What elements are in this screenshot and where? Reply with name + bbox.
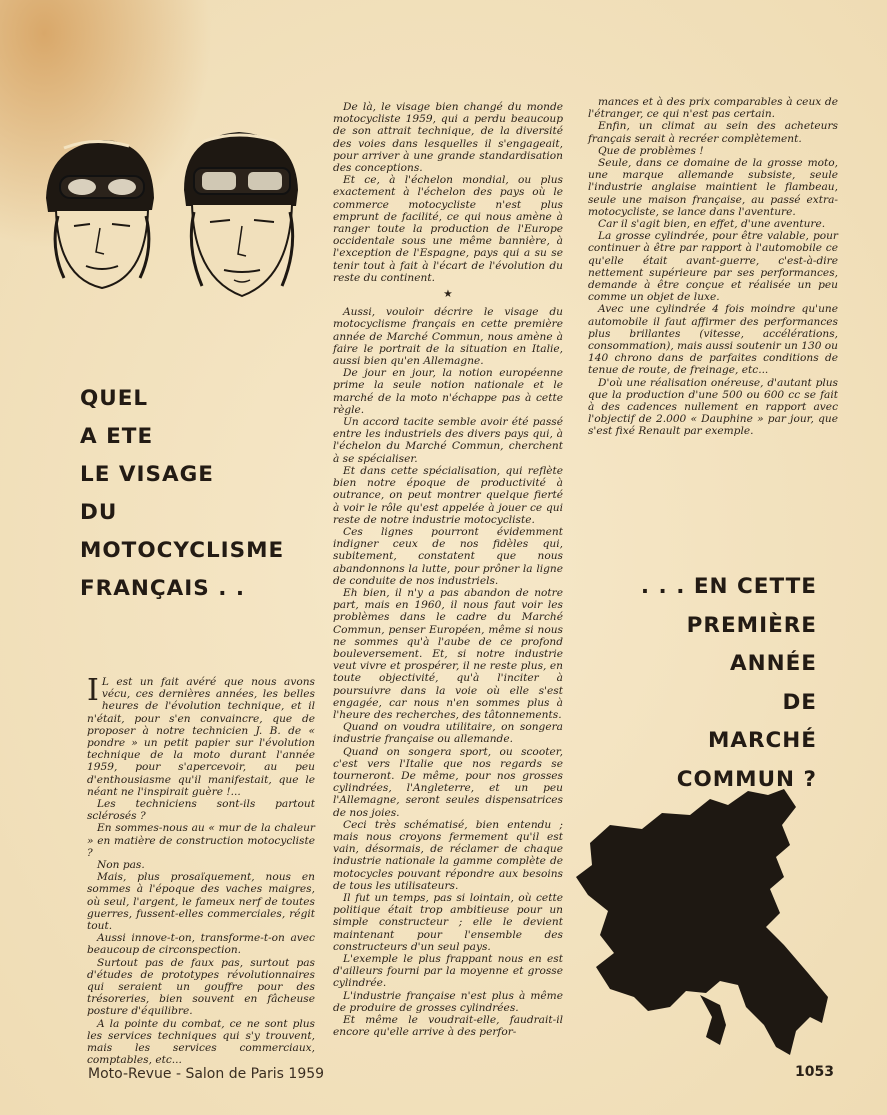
headline-left-line: DU bbox=[80, 500, 118, 525]
headline-right-line: ANNÉE bbox=[729, 651, 817, 676]
paragraph: Non pas. bbox=[97, 859, 145, 872]
headline-left bbox=[80, 380, 284, 608]
paragraph: Seule, dans ce domaine de la grosse moto, une marque allemande subsiste, seule l'industrie anglaise maintient le flambeau, seule une maison française, au passé extra-motocycliste, se lance dans l'aventure. bbox=[588, 157, 838, 218]
paragraph: Que de problèmes ! bbox=[598, 144, 704, 157]
headline-right-line: MARCHÉ bbox=[707, 728, 817, 753]
paragraph: Avec une cylindrée 4 fois moindre qu'une automobile il faut affirmer des performances plus brillantes (vitesse, accélérations, consommation), mais aussi soutenir un 130 ou 140 chrono dans de parfaites conditions de tenue de route, de freinage, etc... bbox=[588, 303, 838, 377]
headline-left-line: LE VISAGE bbox=[80, 462, 214, 487]
paragraph: Ceci très schématisé, bien entendu ; mais nous croyons fermement qu'il est vain, désormais, de réclamer de chaque industrie nationale la gamme complète de motocycles pouvant répondre aux besoins de tous les utilisateurs. bbox=[333, 818, 563, 892]
paragraph: Quand on voudra utilitaire, on songera industrie française ou allemande. bbox=[333, 721, 563, 746]
article-column-3 bbox=[588, 96, 838, 438]
paragraph: De jour en jour, la notion européenne prime la seule notion nationale et le marché de la moto n'échappe pas à cette règle. bbox=[333, 367, 563, 416]
paragraph: Eh bien, il n'y a pas abandon de notre part, mais en 1960, il nous faut voir les problèmes dans le cadre du Marché Commun, penser Européen, même si nous ne sommes qu'à l'aube de ce profond bouleversement. Et, si notre industrie veut vivre et prospérer, il ne reste plus, en toute objectivité, qu'à l'inciter à poursuivre dans la voie où elle s'est engagée, car nous n'en sommes plus à l'heure des recherches, des tâtonnements. bbox=[333, 586, 563, 721]
europe-map-silhouette bbox=[570, 785, 832, 1057]
paragraph: Mais, plus prosaïquement, nous en sommes à l'époque des vaches maigres, où seul, l'argent, le fameux nerf de toutes guerres, fussent-elles commerciales, régit tout. bbox=[87, 871, 315, 933]
paragraph: Et ce, à l'échelon mondial, ou plus exactement à l'échelon des pays où le commerce motocycliste n'est plus emprunt de facilité, ce qui nous amène à ranger toute la production de l'Europe occidentale sous une même bannière, à l'exception de l'Espagne, pays qui a su se tenir tout à fait à l'écart de l'évolution du reste du continent. bbox=[333, 174, 563, 284]
headline-right bbox=[641, 568, 817, 799]
paragraph: Surtout pas de faux pas, surtout pas d'études de prototypes révolutionnaires qui seraient un gouffre pour des trésoreries, bien souvent en fâcheuse posture d'équilibre. bbox=[87, 956, 315, 1018]
magazine-footer: Moto-Revue - Salon de Paris 1959 bbox=[88, 1066, 325, 1082]
column-2-body bbox=[333, 306, 563, 1038]
paragraph: Les techniciens sont-ils partout sclérosés ? bbox=[87, 798, 315, 823]
paragraph: Enfin, un climat au sein des acheteurs français serait à recréer complètement. bbox=[588, 120, 838, 145]
riders-illustration bbox=[34, 128, 309, 308]
paragraph: Il fut un temps, pas si lointain, où cette politique était trop ambitieuse pour un simple constructeur ; elle le devient maintenant pour l'ensemble des constructeurs d'un seul pays. bbox=[333, 892, 563, 953]
paragraph: Quand on songera sport, ou scooter, c'est vers l'Italie que nos regards se tourneront. De même, pour nos grosses cylindrées, l'Angleterre, et un peu l'Allemagne, seront seules dispensatrices de nos joies. bbox=[333, 745, 563, 819]
drop-cap: I bbox=[87, 673, 99, 708]
paragraph: L'exemple le plus frappant nous en est d'ailleurs fourni par la moyenne et grosse cylindrée. bbox=[333, 953, 563, 990]
paragraph: L'industrie française n'est plus à même de produire de grosses cylindrées. bbox=[333, 989, 563, 1014]
article-column-2 bbox=[333, 101, 563, 1038]
paragraph: D'où une réalisation onéreuse, d'autant plus que la production d'une 500 ou 600 cc se fait à des cadences nullement en rapport avec l'objectif de 2.000 « Dauphine » par jour, que s'est fixé Renault par exemple. bbox=[588, 376, 838, 438]
headline-left-line: FRANÇAIS . . bbox=[80, 576, 246, 601]
section-star: ★ bbox=[443, 288, 453, 301]
paragraph: Ces lignes pourront évidemment indigner ceux de nos fidèles qui, subitement, constatent que nous abandonnons la lutte, pour prôner la ligne de conduite de nos industriels. bbox=[333, 525, 563, 587]
headline-right-line: . . . EN CETTE bbox=[640, 574, 817, 599]
paragraph: En sommes-nous au « mur de la chaleur » en matière de construction motocycliste ? bbox=[87, 822, 315, 859]
headline-right-line: DE bbox=[782, 689, 817, 715]
page-number: 1053 bbox=[795, 1064, 834, 1080]
paragraph: Et dans cette spécialisation, qui reflète bien notre époque de productivité à outrance, on peut montrer quelque fierté à voir le rôle qu'est appelée à jouer ce qui reste de notre industrie motocycliste. bbox=[333, 464, 563, 526]
headline-left-line: QUEL bbox=[80, 386, 149, 411]
headline-right-line: PREMIÈRE bbox=[686, 612, 817, 638]
paragraph: La grosse cylindrée, pour être valable, pour continuer à être par rapport à l'automobile ce qu'elle était avant-guerre, c'est-à-dire nettement supérieure par ses performances, demande à être conçue et réalisée un peu comme un objet de luxe. bbox=[588, 230, 838, 304]
paragraph: L est un fait avéré que nous avons vécu, ces dernières années, les belles heures de l'évolution technique, et il n'était, pour s'en convaincre, que de proposer à notre technicien J. B. de « pondre » un petit papier sur l'évolution technique de la moto durant l'année 1959, pour s'apercevoir, au peu d'enthousiasme qu'il manifestait, que le néant ne l'inspirait guère !... bbox=[87, 676, 315, 798]
headline-left-line: A ETE bbox=[80, 424, 154, 449]
article-column-1 bbox=[87, 673, 315, 1067]
headline-left-line: MOTOCYCLISME bbox=[80, 538, 285, 563]
column-2-intro bbox=[333, 101, 563, 284]
paragraph: mances et à des prix comparables à ceux de l'étranger, ce qui n'est pas certain. bbox=[588, 96, 838, 121]
paragraph: De là, le visage bien changé du monde motocycliste 1959, qui a perdu beaucoup de son attrait technique, de la diversité des voies dans lesquelles il s'engageait, pour arriver à une grande standardisation des conceptions. bbox=[333, 101, 563, 175]
paragraph: A la pointe du combat, ce ne sont plus les services techniques qui s'y trouvent, mais les services commerciaux, comptables, etc... bbox=[87, 1017, 315, 1067]
paragraph: Car il s'agit bien, en effet, d'une aventure. bbox=[598, 218, 826, 231]
paragraph: Un accord tacite semble avoir été passé entre les industriels des divers pays qui, à l'échelon du Marché Commun, cherchent à se spécialiser. bbox=[333, 416, 563, 465]
paragraph: Et même le voudrait-elle, faudrait-il encore qu'elle arrive à des perfor- bbox=[333, 1014, 563, 1039]
paragraph: Aussi, vouloir décrire le visage du motocyclisme français en cette première année de Marché Commun, nous amène à faire le portrait de la situation en Italie, aussi bien qu'en Allemagne. bbox=[333, 306, 563, 368]
headline-right-line: COMMUN ? bbox=[676, 766, 817, 792]
paragraph: Aussi innove-t-on, transforme-t-on avec beaucoup de circonspection. bbox=[87, 932, 315, 957]
